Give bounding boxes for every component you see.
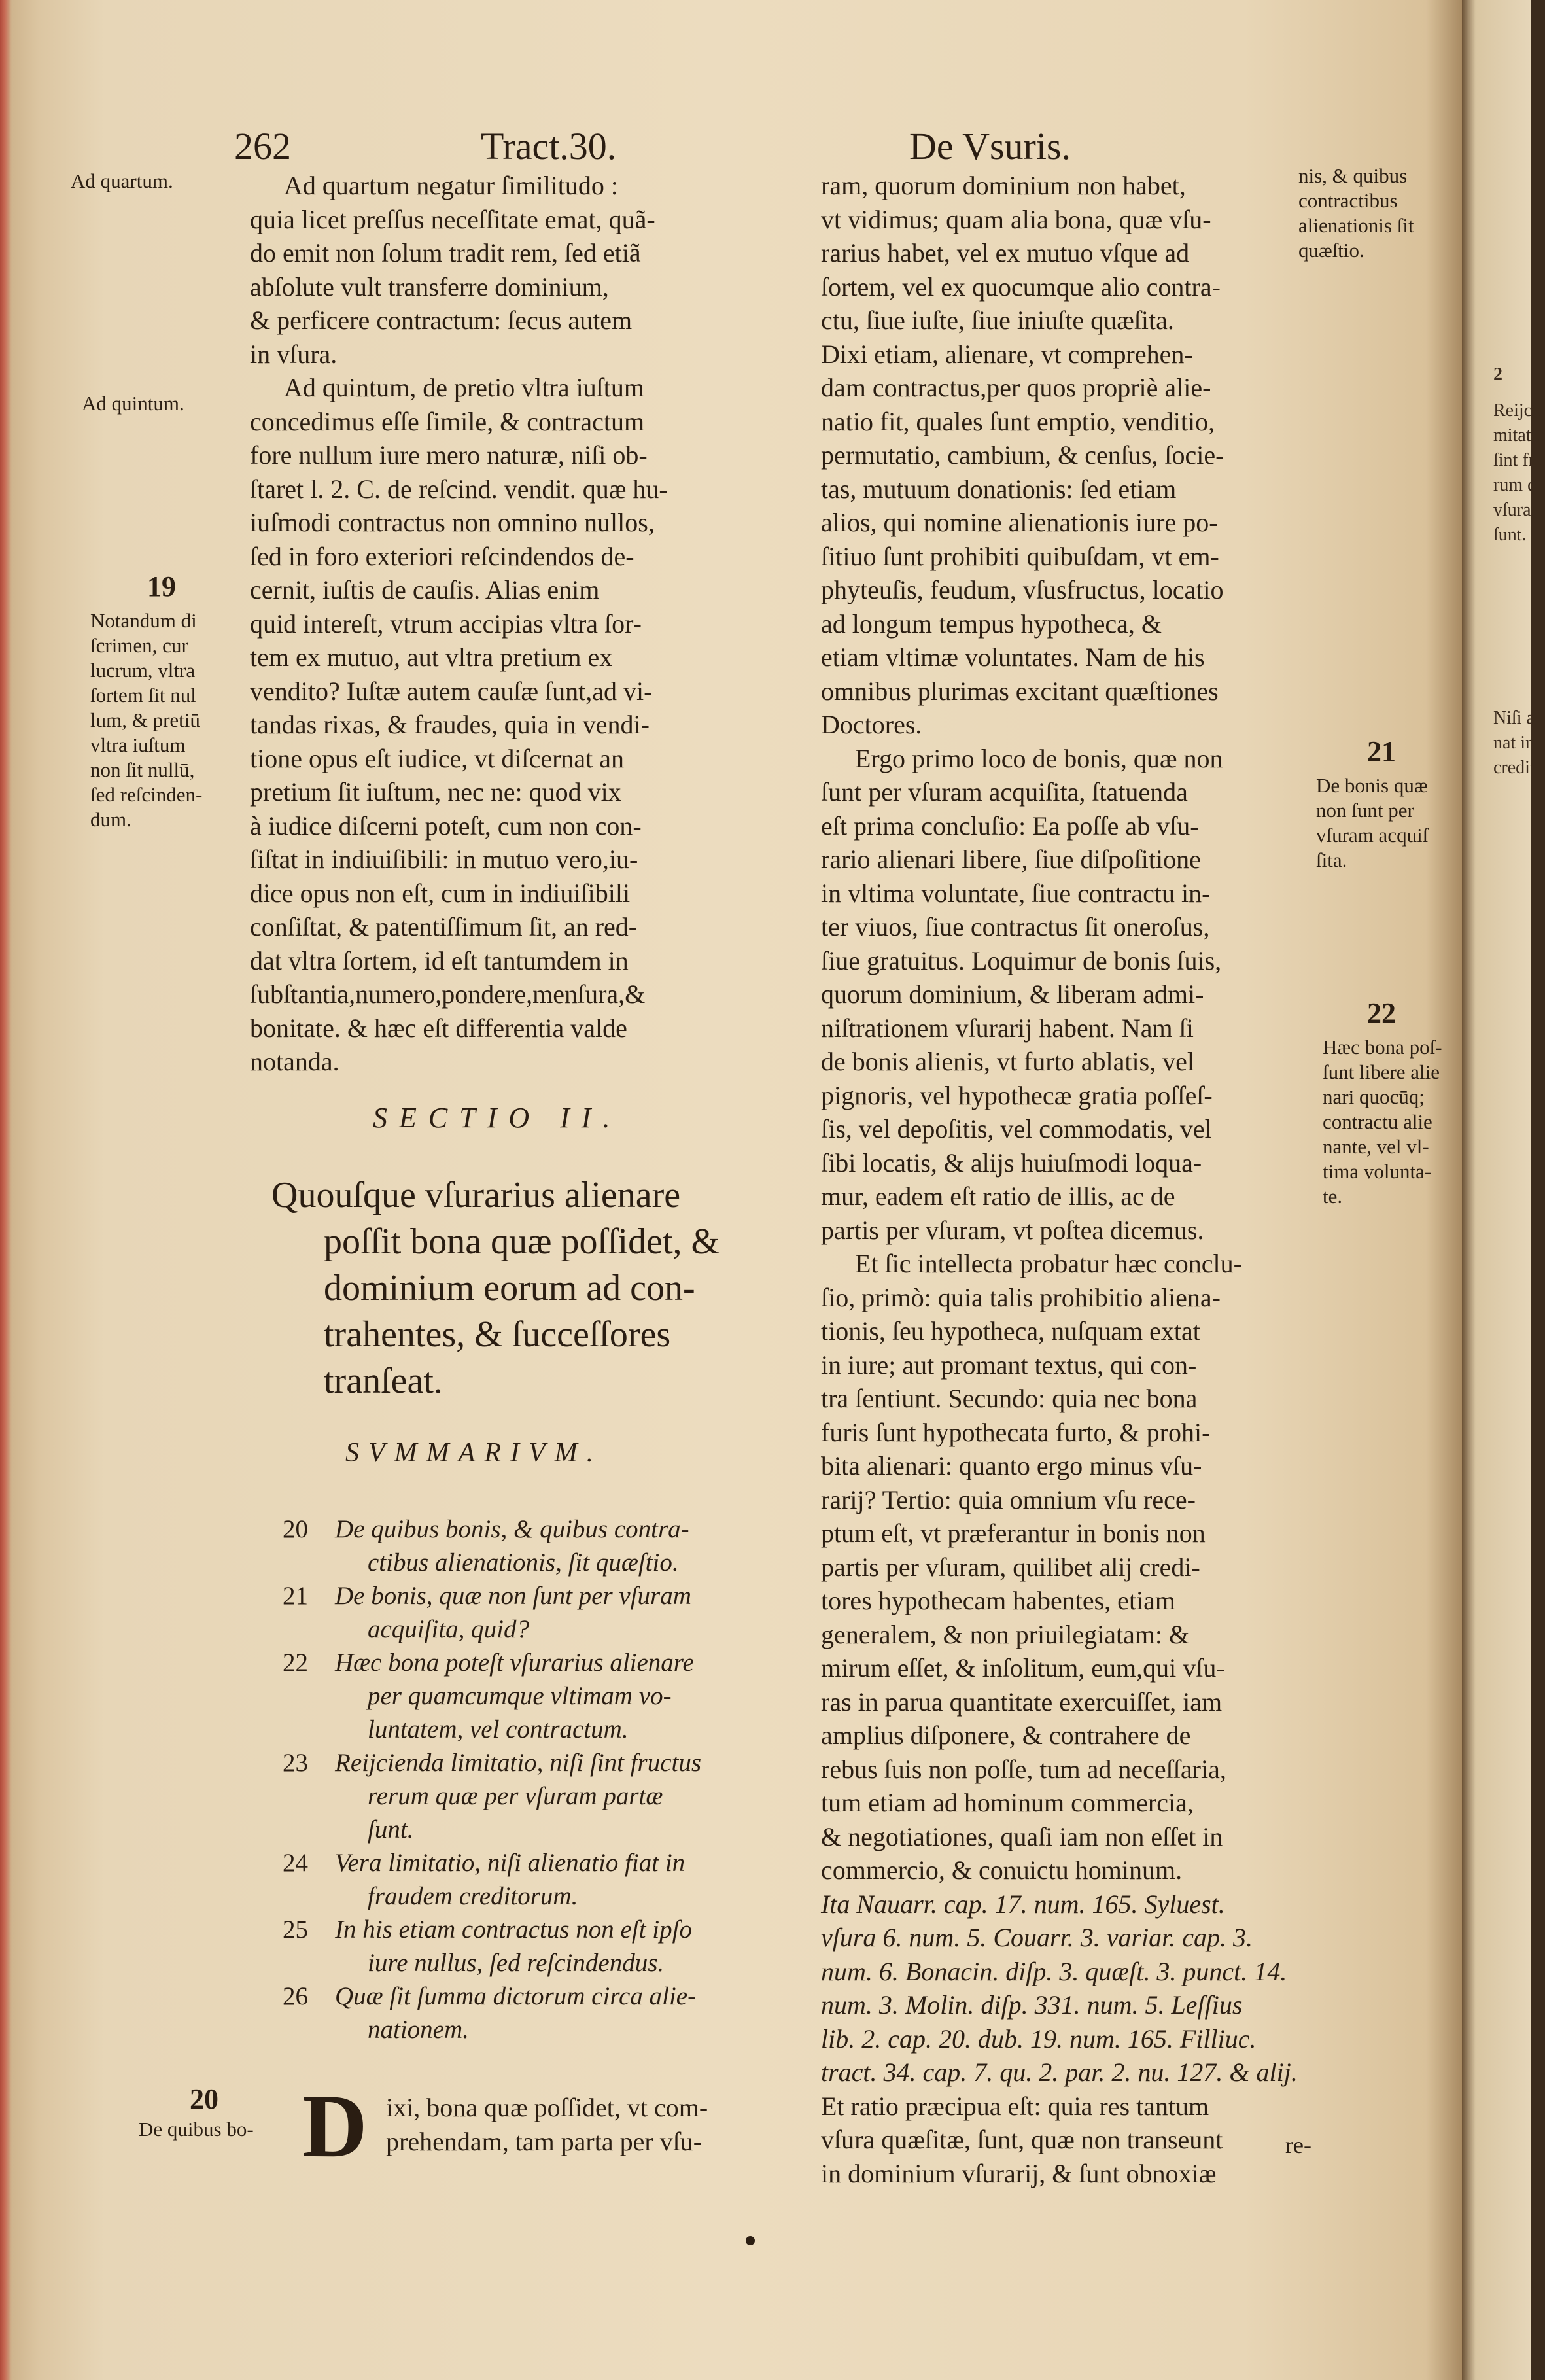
section-heading: Quouſque vſurarius alienare poſſit bona quæ poſſidet, & dominium eorum ad con- trahentes, & ſucceſſores tranſeat. bbox=[271, 1175, 720, 1401]
summary-item: 20 De quibus bonis, & quibus contra- ctibus alienationis, ſit quæſtio. bbox=[283, 1515, 689, 1577]
margin-note-20: De quibus bo- bbox=[139, 2118, 254, 2141]
summary-item: 23 Reijcienda limitatio, niſi ſint fructus rerum quæ per vſuram partæ ſunt. bbox=[283, 1749, 702, 1844]
left-column-text: Ad quartum negatur ſimilitudo : quia licet preſſus neceſſitate emat, quã- do emit non ſolum tradit rem, ſed etiã abſolute vult transferre dominium, & perficere contractum: ſecus autem in vſura. Ad quintum, de pretio vltra iuſtum concedimus eſſe ſimile, & contractum fore nullum iure mero naturæ, niſi ob- ſtaret l. 2. C. de reſcind. vendit. quæ hu- iuſmodi contractus non omnino nullos, ſed in foro exteriori reſcindendos de- cernit, iuſtis de cauſis. Alias enim quid intereſt, vtrum accipias vltra ſor- tem ex mutuo, aut vltra pretium ex vendito? Iuſtæ autem cauſæ ſunt,ad vi- tandas rixas, & fraudes, quia in vendi- tione opus eſt iudice, vt diſcernat an pretium ſit iuſtum, nec ne: quod vix à iudice diſcerni poteſt, cum non con- ſiſtat in indiuiſibili: in mutuo vero,iu- dice opus non eſt, cum in indiuiſibili conſiſtat, & patentiſſimum ſit, an red- dat vltra ſortem, id eſt tantumdem in ſubſtantia,numero,pondere,menſura,& bonitate. & hæc eſt differentia valde notanda. bbox=[250, 171, 668, 1076]
section-label: SECTIO II. bbox=[373, 1102, 622, 1134]
drop-cap: D bbox=[302, 2076, 368, 2176]
running-head-subject: De Vsuris. bbox=[909, 125, 1071, 167]
summary-label: SVMMARIVM. bbox=[345, 1438, 603, 1468]
summary-item: 24 Vera limitatio, niſi alienatio fiat in fraudem creditorum. bbox=[283, 1849, 686, 1910]
catchword: re- bbox=[1285, 2132, 1311, 2158]
margin-number-22: 22 bbox=[1367, 997, 1396, 1029]
page-number: 262 bbox=[234, 125, 291, 167]
margin-note-19: Notandum di ſcrimen, cur lucrum, vltra ſortem ſit nul lum, & pretiū vltra iuſtum non ſit nullū, ſed reſcinden- dum. bbox=[90, 609, 203, 831]
summary-item: 26 Quæ ſit ſumma dictorum circa alie- nationem. bbox=[283, 1982, 697, 2044]
margin-number-20: 20 bbox=[190, 2083, 218, 2115]
summary-item: 25 In his etiam contractus non eſt ipſo iure nullus, ſed reſcindendus. bbox=[283, 1916, 692, 1977]
margin-note-22: Hæc bona poſ- ſunt libere alie nari quocūq; contractu alie nante, vel vl- tima volunta- te. bbox=[1323, 1036, 1442, 1208]
margin-note-21: De bonis quæ non ſunt per vſuram acquiſ ſita. bbox=[1316, 774, 1429, 871]
running-head-tractate: Tract.30. bbox=[481, 125, 617, 167]
right-column-text: ram, quorum dominium non habet, vt vidimus; quam alia bona, quæ vſu- rarius habet, vel ex mutuo vſque ad ſortem, vel ex quocumque alio contra- ctu, ſiue iuſte, ſiue iniuſte quæſita. Dixi etiam, alienare, vt comprehen- dam contractus,per quos propriè alie- natio fit, quales ſunt emptio, venditio, permutatio, cambium, & cenſus, ſocie- tas, mutuum donationis: ſed etiam alios, qui nomine alienationis iure po- ſitiuo ſunt prohibiti quibuſdam, vt em- phyteuſis, feudum, vſusfructus, locatio ad longum tempus hypotheca, & etiam vltimæ voluntates. Nam de his omnibus plurimas excitant quæſtiones Doctores. Ergo primo loco de bonis, quæ non ſunt per vſuram acquiſita, ſtatuenda eſt prima concluſio: Ea poſſe ab vſu- rario alienari libere, ſiue diſpoſitione in vltima voluntate, ſiue contractu in- ter viuos, ſiue contractus ſit oneroſus, ſiue gratuitus. Loquimur de bonis ſuis, quorum dominium, & liberam admi- niſtrationem vſurarij habent. Nam ſi de bonis alienis, vt furto ablatis, vel pignoris, vel hypothecæ gratia poſſeſ- ſis, vel depoſitis, vel commodatis, vel ſibi locatis, & alijs huiuſmodi loqua- mur, eadem eſt ratio de illis, ac de partis per vſuram, vt poſtea dicemus. Et ſic intellecta probatur hæc conclu- ſio, primò: quia talis prohibitio aliena- tionis, ſeu hypotheca, nuſquam extat in iure; aut promant textus, qui con- tra ſentiunt. Secundo: quia nec bona furis ſunt hypothecata furto, & prohi- bita alienari: quanto ergo minus vſu- rarij? Tertio: quia omnium vſu rece- ptum eſt, vt præferantur in bonis non partis per vſuram, quilibet alij credi- tores hypothecam habentes, etiam generalem, & non priuilegiatam: & mirum eſſet, & inſolitum, eum,qui vſu- ras in parua quantitate exercuiſſet, iam amplius diſponere, & contrahere de rebus ſuis non poſſe, tum ad neceſſaria, tum etiam ad hominum commercia, & negotiationes, quaſi iam non eſſet in commercio, & conuictu hominum. Ita Nauarr. cap. 17. num. 165. Syluest. vſura 6. num. 5. Couarr. 3. variar. cap. 3. num. 6. Bonacin. diſp. 3. quæſt. 3. punct. 14. num. 3. Molin. diſp. 331. num. 5. Leſſius lib. 2. cap. 20. dub. 19. num. 165. Filliuc. tract. 34. cap. 7. qu. 2. par. 2. nu. 127. & alij. Et ratio præcipua eſt: quia res tantum vſura quæſitæ, ſunt, quæ non transeunt in dominium vſurarij, & ſunt obnoxiæ bbox=[821, 171, 1298, 2188]
margin-note-ad-quintum: Ad quintum. bbox=[82, 392, 184, 415]
summary-item: 22 Hæc bona poteſt vſurarius alienare per quamcumque vltimam vo- luntatem, vel contractum. bbox=[283, 1649, 694, 1743]
margin-note-20-continued: nis, & quibus contractibus alienationis ſit quæſtio. bbox=[1298, 164, 1414, 262]
margin-note-ad-quartum: Ad quartum. bbox=[71, 169, 173, 192]
facing-page-edge: 2 Reijcie mitatio ſint fru rum q vſuram ſunt. Niſi a nat in credit bbox=[1462, 0, 1531, 2380]
section-opening-text: ixi, bona quæ poſſidet, vt com- prehendam, tam parta per vſu- bbox=[386, 2093, 708, 2156]
summary-item: 21 De bonis, quæ non ſunt per vſuram acquiſita, quid? bbox=[283, 1582, 691, 1643]
page-ornament-dot bbox=[746, 2236, 755, 2245]
summary-list bbox=[283, 1513, 701, 2046]
margin-number-21: 21 bbox=[1367, 735, 1396, 767]
margin-number-19: 19 bbox=[147, 570, 176, 603]
